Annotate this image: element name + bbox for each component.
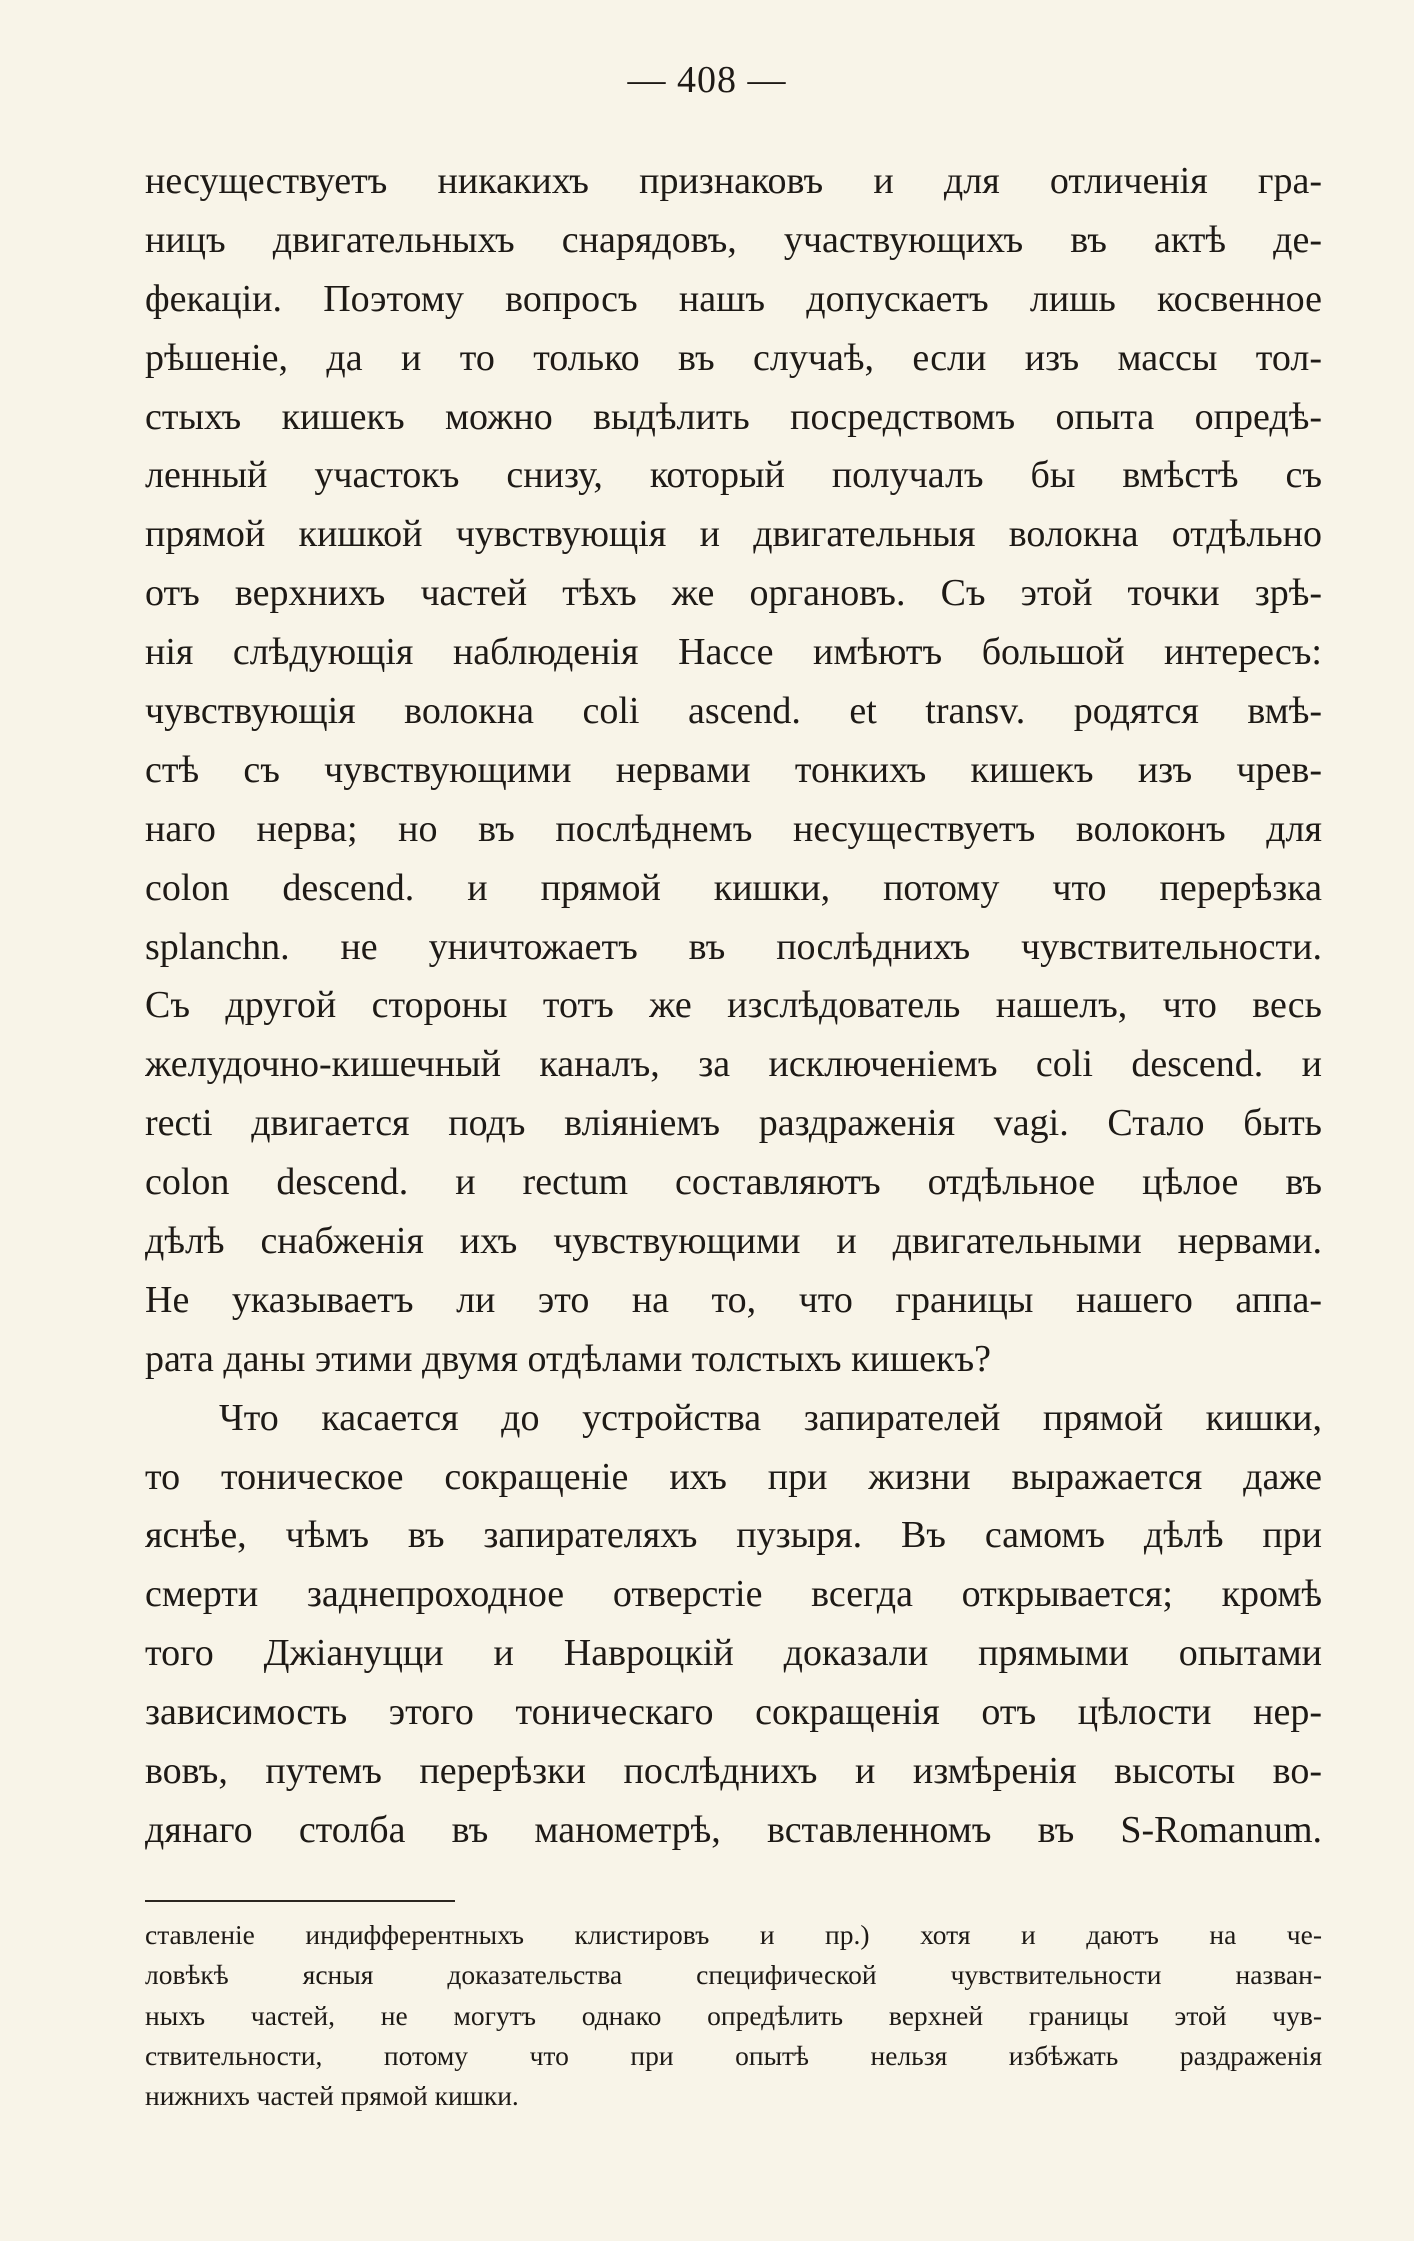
text-line: colon descend. и rectum составляютъ отдѣльное цѣлое въ (145, 1161, 1322, 1204)
footnote-line: ствительности, потому что при опытѣ нельзя избѣжать раздраженія (145, 2039, 1322, 2071)
text-line: splanchn. не уничтожаетъ въ послѣднихъ чувствительности. (145, 925, 1322, 968)
text-line: то тоническое сокращеніе ихъ при жизни выражается даже (145, 1455, 1322, 1498)
footnote-line: нижнихъ частей прямой кишки. (145, 2080, 519, 2112)
paragraph-2 (145, 1389, 1322, 1860)
text-line: чувствующія волокна coli ascend. et transv. родятся вмѣ- (145, 690, 1322, 733)
page-number: — 408 — (627, 59, 787, 101)
text-line: recti двигается подъ вліяніемъ раздраженія vagi. Стало быть (145, 1102, 1322, 1145)
text-line: прямой кишкой чувствующія и двигательныя волокна отдѣльно (145, 513, 1322, 556)
text-line: яснѣе, чѣмъ въ запирателяхъ пузыря. Въ самомъ дѣлѣ при (145, 1514, 1322, 1557)
text-line: вовъ, путемъ перерѣзки послѣднихъ и измѣренія высоты во- (145, 1750, 1322, 1793)
text-line: отъ верхнихъ частей тѣхъ же органовъ. Съ этой точки зрѣ- (145, 572, 1322, 615)
text-line: ленный участокъ снизу, который получалъ бы вмѣстѣ съ (145, 454, 1322, 497)
text-line: стѣ съ чувствующими нервами тонкихъ кишекъ изъ чрев- (145, 748, 1322, 791)
text-line: фекаціи. Поэтому вопросъ нашъ допускаетъ лишь косвенное (145, 277, 1322, 320)
footnote-divider (145, 1900, 455, 1902)
text-line: Что касается до устройства запирателей прямой кишки, (219, 1396, 1322, 1439)
text-line: несуществуетъ никакихъ признаковъ и для отличенія гра- (145, 160, 1322, 202)
paragraph-1 (145, 152, 1322, 1389)
footnote (145, 1915, 1322, 2116)
footnote-line: ловѣкѣ ясныя доказательства специфической чувствительности назван- (145, 1959, 1322, 1991)
text-line: смерти заднепроходное отверстіе всегда открывается; кромѣ (145, 1573, 1322, 1616)
text-line: наго нерва; но въ послѣднемъ несуществуетъ волоконъ для (145, 807, 1322, 850)
text-line: того Джіануцци и Навроцкій доказали прямыми опытами (145, 1632, 1322, 1675)
text-line: дѣлѣ снабженія ихъ чувствующими и двигательными нервами. (145, 1220, 1322, 1263)
text-line: Не указываетъ ли это на то, что границы нашего аппа- (145, 1278, 1322, 1321)
footnote-line: ставленіе индифферентныхъ клистировъ и пр.) хотя и даютъ на че- (145, 1919, 1322, 1950)
text-line: дянаго столба въ манометрѣ, вставленномъ въ S-Romanum. (145, 1808, 1322, 1851)
text-line: зависимость этого тоническаго сокращенія отъ цѣлости нер- (145, 1691, 1322, 1734)
text-line: нія слѣдующія наблюденія Нассе имѣютъ большой интересъ: (145, 631, 1322, 674)
footnote-line: ныхъ частей, не могутъ однако опредѣлить верхней границы этой чув- (145, 1999, 1322, 2031)
text-line: стыхъ кишекъ можно выдѣлить посредствомъ опыта опредѣ- (145, 395, 1322, 438)
text-line: рата даны этими двумя отдѣлами толстыхъ кишекъ? (145, 1337, 991, 1380)
main-text (145, 152, 1322, 1860)
text-line: ницъ двигательныхъ снарядовъ, участвующихъ въ актѣ де- (145, 218, 1322, 261)
text-line: colon descend. и прямой кишки, потому что перерѣзка (145, 866, 1322, 909)
text-line: желудочно-кишечный каналъ, за исключеніемъ coli descend. и (145, 1043, 1322, 1086)
text-line: Съ другой стороны тотъ же изслѣдователь нашелъ, что весь (145, 984, 1322, 1027)
text-line: рѣшеніе, да и то только въ случаѣ, если изъ массы тол- (145, 336, 1322, 379)
